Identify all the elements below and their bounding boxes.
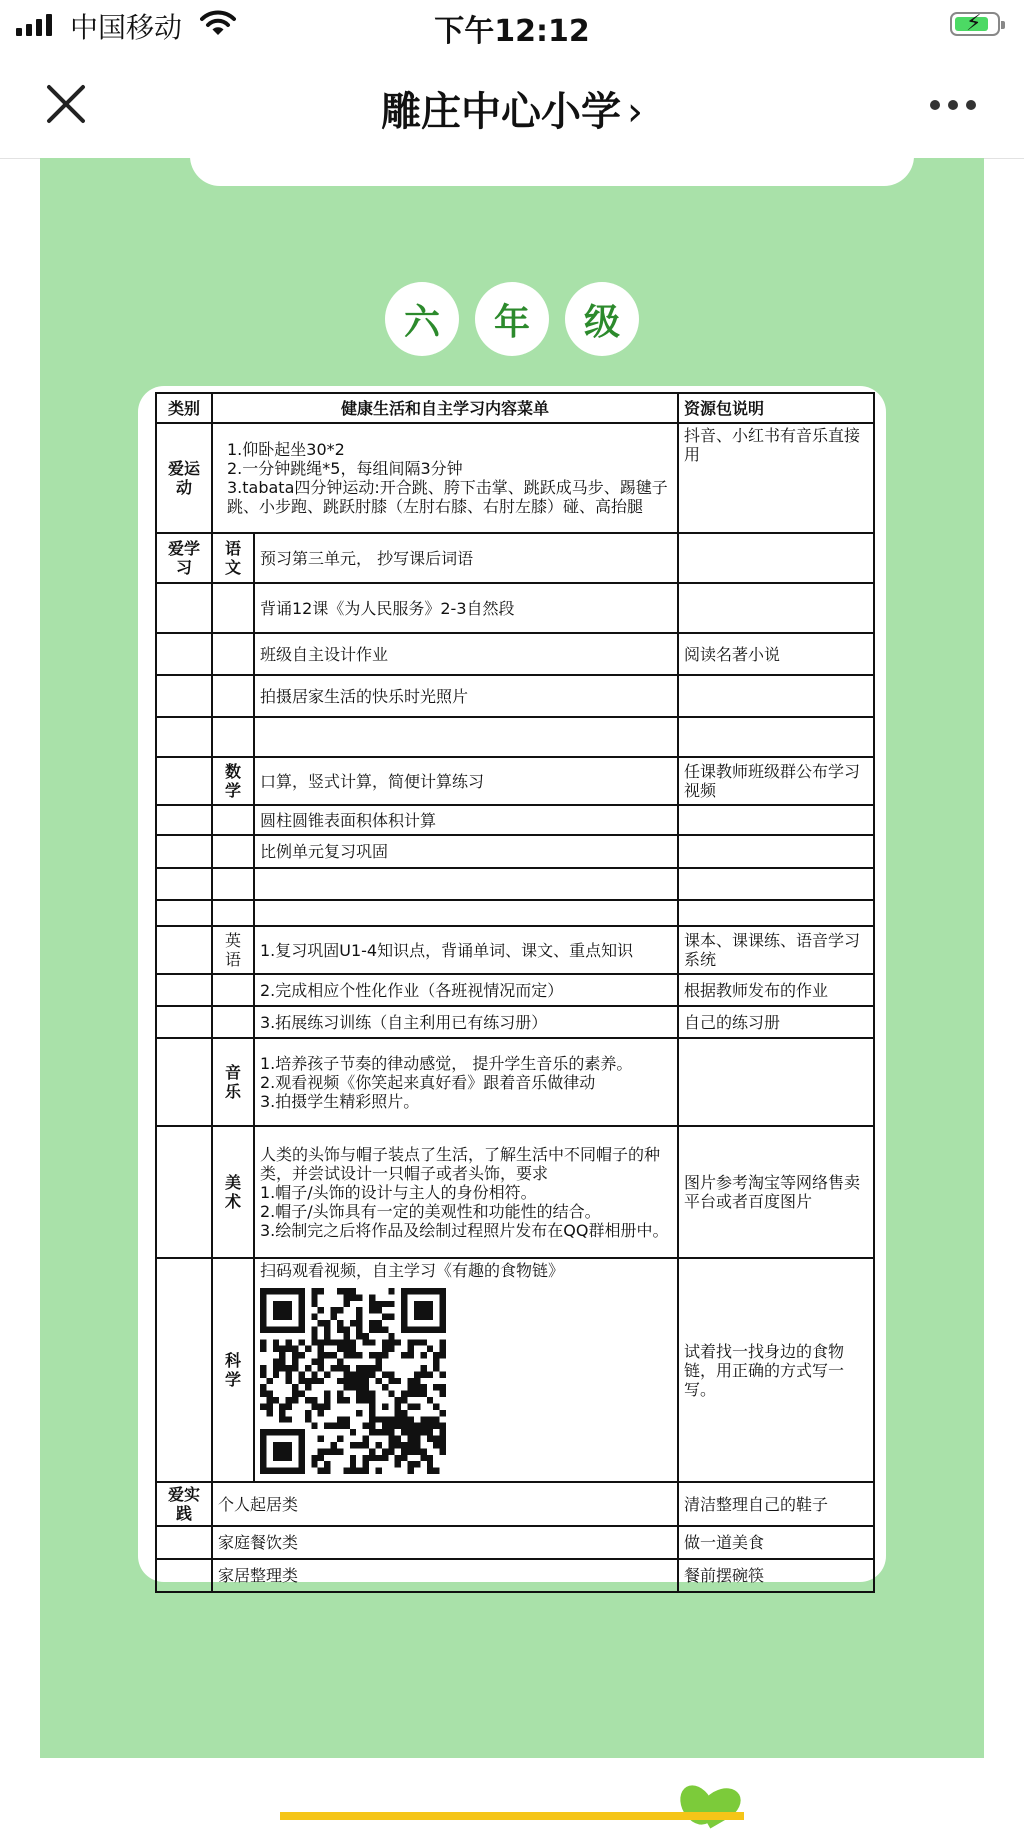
status-time: 下午12:12: [434, 14, 590, 49]
row-content: 2.完成相应个性化作业（各班视情况而定）: [254, 974, 678, 1006]
row-content: 比例单元复习巩固: [254, 835, 678, 868]
top-banner-edge: [190, 138, 914, 186]
row-resource: 根据教师发布的作业: [678, 974, 874, 1006]
table-row: [156, 1526, 874, 1559]
category-study: 爱学习: [156, 533, 212, 583]
subject-science: 科学: [212, 1258, 254, 1482]
table-row-empty: [156, 900, 874, 926]
article-poster: [40, 158, 984, 1758]
table-row: [156, 533, 874, 583]
table-row: [156, 675, 874, 717]
row-resource: [678, 805, 874, 835]
row-content: 家居整理类: [212, 1559, 678, 1592]
grade-char: 六: [385, 282, 459, 356]
grade-char: 级: [565, 282, 639, 356]
row-content: 圆柱圆锥表面积体积计算: [254, 805, 678, 835]
grade-char: 年: [475, 282, 549, 356]
music-content: 1.培养孩子节奏的律动感觉， 提升学生音乐的素养。 2.观看视频《你笑起来真好看》跟着音乐做律动 3.拍摄学生精彩照片。: [254, 1038, 678, 1126]
table-row: [156, 423, 874, 533]
row-resource: 清洁整理自己的鞋子: [678, 1482, 874, 1526]
row-resource: [678, 533, 874, 583]
table-row: [156, 805, 874, 835]
sport-content: 1.仰卧起坐30*2 2.一分钟跳绳*5，每组间隔3分钟 3.tabata四分钟运动:开合跳、胯下击掌、跳跃成马步、踢毽子跳、小步跑、跳跃肘膝（左肘右膝、右肘左膝）碰、高抬腿: [212, 423, 678, 533]
more-icon[interactable]: [930, 100, 976, 110]
subject-math: 数学: [212, 757, 254, 805]
table-row: [156, 926, 874, 974]
row-content: 3.拓展练习训练（自主利用已有练习册）: [254, 1006, 678, 1038]
table-header-row: [156, 393, 874, 423]
header-content: 健康生活和自主学习内容菜单: [212, 393, 678, 423]
page-title[interactable]: 雕庄中心小学 ›: [381, 89, 643, 135]
row-resource: [678, 675, 874, 717]
table-row: [156, 583, 874, 633]
category-sport: 爱运动: [156, 423, 212, 533]
header-category: 类别: [156, 393, 212, 423]
status-bar: [0, 0, 1024, 52]
row-content: 个人起居类: [212, 1482, 678, 1526]
row-content: 背诵12课《为人民服务》2-3自然段: [254, 583, 678, 633]
battery-icon: ⚡: [950, 12, 1000, 36]
table-row: [156, 1482, 874, 1526]
row-content: 家庭餐饮类: [212, 1526, 678, 1559]
row-resource: 试着找一找身边的食物链，用正确的方式写一写。: [678, 1258, 874, 1482]
row-resource: [678, 835, 874, 868]
grade-heading: [40, 282, 984, 356]
science-content: 扫码观看视频，自主学习《有趣的食物链》: [254, 1258, 678, 1482]
sport-resource: 抖音、小红书有音乐直接用: [678, 423, 874, 533]
row-resource: 餐前摆碗筷: [678, 1559, 874, 1592]
menu-card: [138, 386, 886, 1585]
header-resource: 资源包说明: [678, 393, 874, 423]
subject-art: 美术: [212, 1126, 254, 1258]
row-resource: 做一道美食: [678, 1526, 874, 1559]
art-content: 人类的头饰与帽子装点了生活，了解生活中不同帽子的种类，并尝试设计一只帽子或者头饰，要求 1.帽子/头饰的设计与主人的身份相符。 2.帽子/头饰具有一定的美观性和功能性的结合。 3.绘制完之后将作品及绘制过程照片发布在QQ群相册中。: [254, 1126, 678, 1258]
row-content: 班级自主设计作业: [254, 633, 678, 675]
row-resource: 课本、课课练、语音学习系统: [678, 926, 874, 974]
qr-code-icon[interactable]: [260, 1288, 446, 1474]
row-content: 预习第三单元， 抄写课后词语: [254, 533, 678, 583]
row-resource: [678, 583, 874, 633]
study-menu-table: [155, 392, 875, 1593]
table-row: [156, 1258, 874, 1482]
carrier-name: 中国移动: [70, 11, 183, 44]
table-row: [156, 633, 874, 675]
table-row: [156, 1126, 874, 1258]
table-row: [156, 1559, 874, 1592]
row-resource: 任课教师班级群公布学习视频: [678, 757, 874, 805]
table-row-empty: [156, 717, 874, 757]
row-content: 拍摄居家生活的快乐时光照片: [254, 675, 678, 717]
table-row-empty: [156, 868, 874, 900]
bottom-banner-edge: [280, 1812, 744, 1820]
row-content: 口算，竖式计算，简便计算练习: [254, 757, 678, 805]
subject-music: 音乐: [212, 1038, 254, 1126]
subject-english: 英语: [212, 926, 254, 974]
row-resource: 图片参考淘宝等网络售卖平台或者百度图片: [678, 1126, 874, 1258]
chevron-right-icon: ›: [627, 89, 643, 135]
table-row: [156, 835, 874, 868]
category-practice: 爱实践: [156, 1482, 212, 1526]
row-content: 1.复习巩固U1-4知识点，背诵单词、课文、重点知识: [254, 926, 678, 974]
table-row: [156, 1038, 874, 1126]
subject-chinese: 语文: [212, 533, 254, 583]
table-row: [156, 1006, 874, 1038]
row-resource: [678, 1038, 874, 1126]
row-resource: 自己的练习册: [678, 1006, 874, 1038]
table-row: [156, 974, 874, 1006]
table-row: [156, 757, 874, 805]
row-resource: 阅读名著小说: [678, 633, 874, 675]
